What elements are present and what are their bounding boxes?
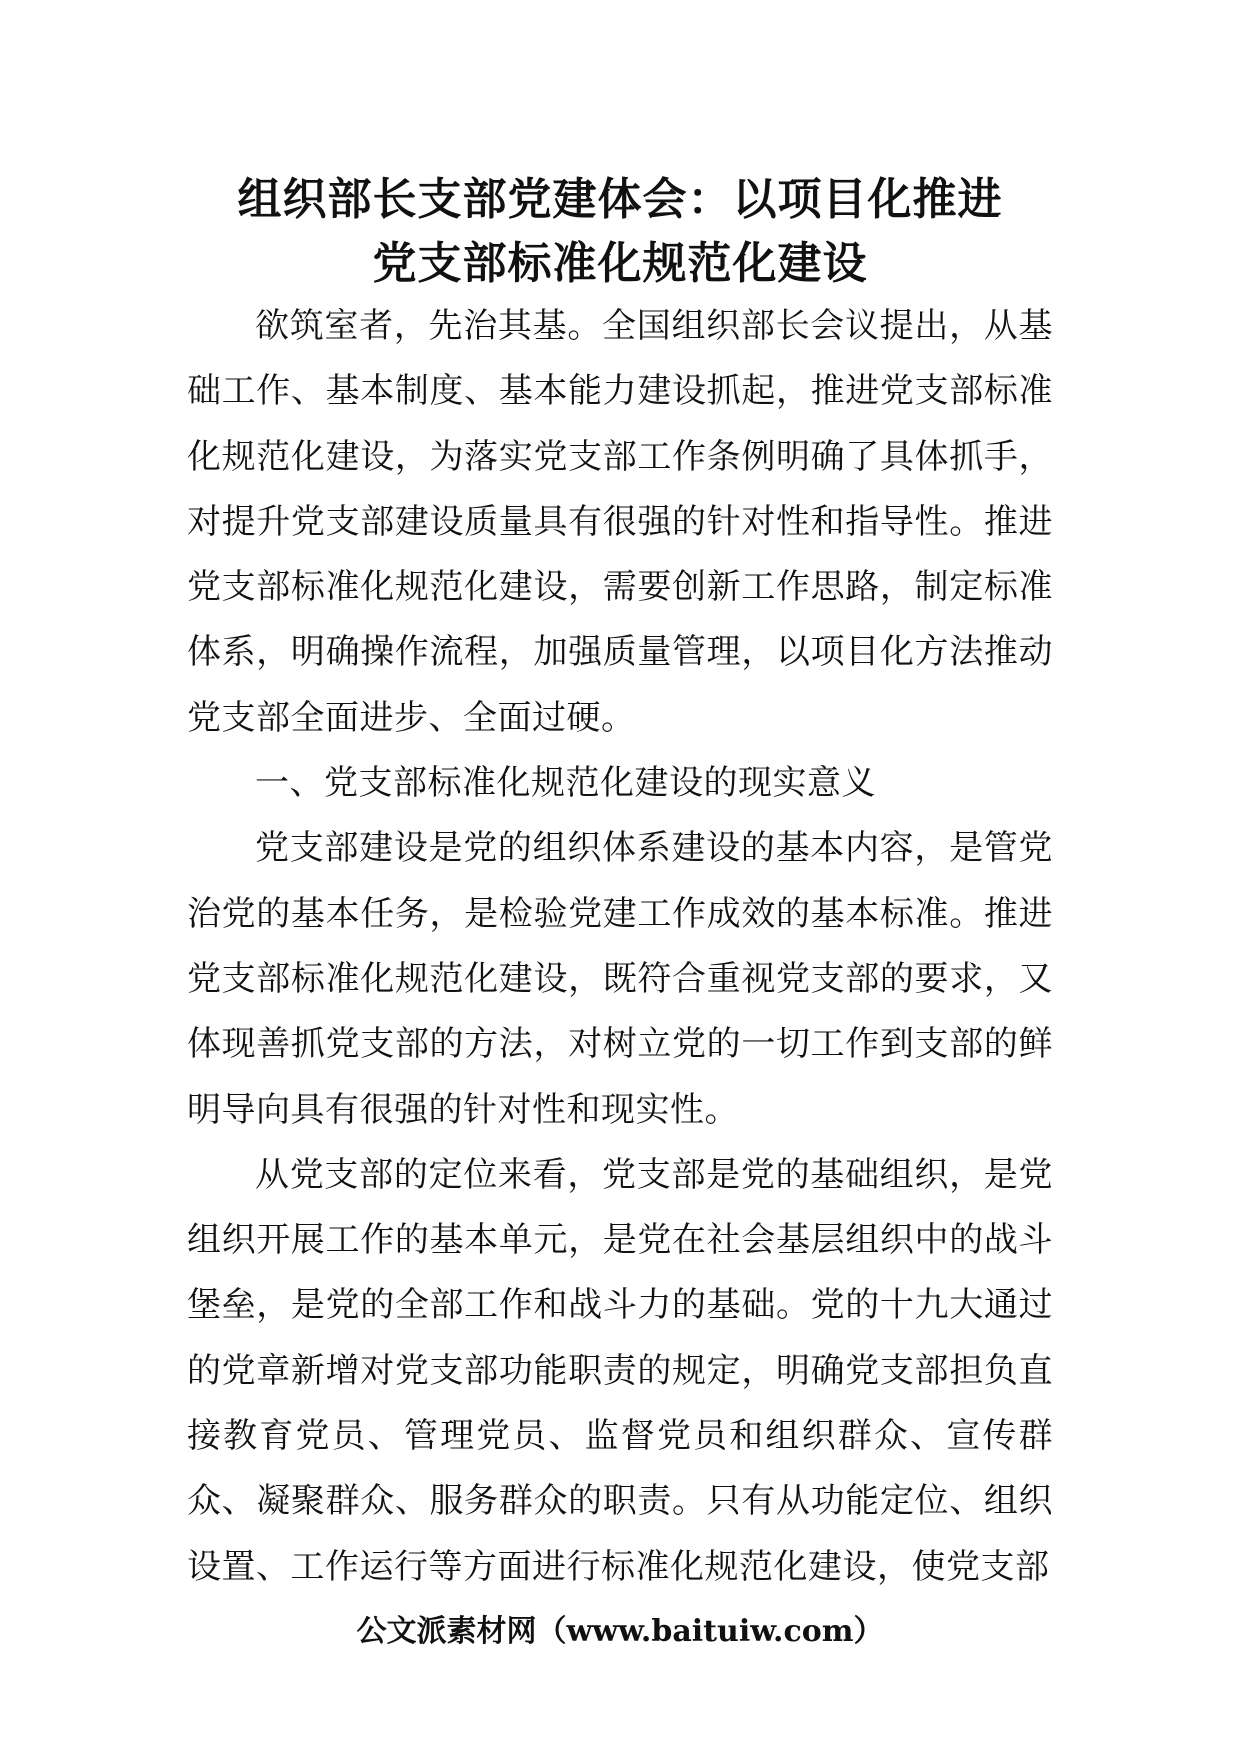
paragraph-positioning: 从党支部的定位来看，党支部是党的基础组织，是党组织开展工作的基本单元，是党在社会基层组织中的战斗堡垒，是党的全部工作和战斗力的基础。党的十九大通过的党章新增对党支部功能职责的规定，明确党支部担负直接教育党员、管理党员、监督党员和组织群众、宣传群众、凝聚群众、服务群众的职责。只有从功能定位、组织设置、工作运行等方面进行标准化规范化建设，使党支部 xyxy=(187,1154,1053,1587)
paragraph-significance: 党支部建设是党的组织体系建设的基本内容，是管党治党的基本任务，是检验党建工作成效的基本标准。推进党支部标准化规范化建设，既符合重视党支部的要求，又体现善抓党支部的方法，对树立党的一切工作到支部的鲜明导向具有很强的针对性和现实性。 xyxy=(187,828,1053,1130)
paragraph-intro: 欲筑室者，先治其基。全国组织部长会议提出，从基础工作、基本制度、基本能力建设抓起，推进党支部标准化规范化建设，为落实党支部工作条例明确了具体抓手，对提升党支部建设质量具有很强的针对性和指导性。推进党支部标准化规范化建设，需要创新工作思路，制定标准体系，明确操作流程，加强质量管理，以项目化方法推动党支部全面进步、全面过硬。 xyxy=(187,306,1053,738)
document-body xyxy=(187,294,1053,1600)
document-title xyxy=(160,168,1080,296)
title-line-1: 组织部长支部党建体会：以项目化推进 xyxy=(237,174,1003,225)
title-line-2: 党支部标准化规范化建设 xyxy=(372,238,868,289)
section-heading-1: 一、党支部标准化规范化建设的现实意义 xyxy=(255,763,876,804)
footer-watermark-text: 公文派素材网（www.baituiw.com） xyxy=(356,1614,884,1649)
